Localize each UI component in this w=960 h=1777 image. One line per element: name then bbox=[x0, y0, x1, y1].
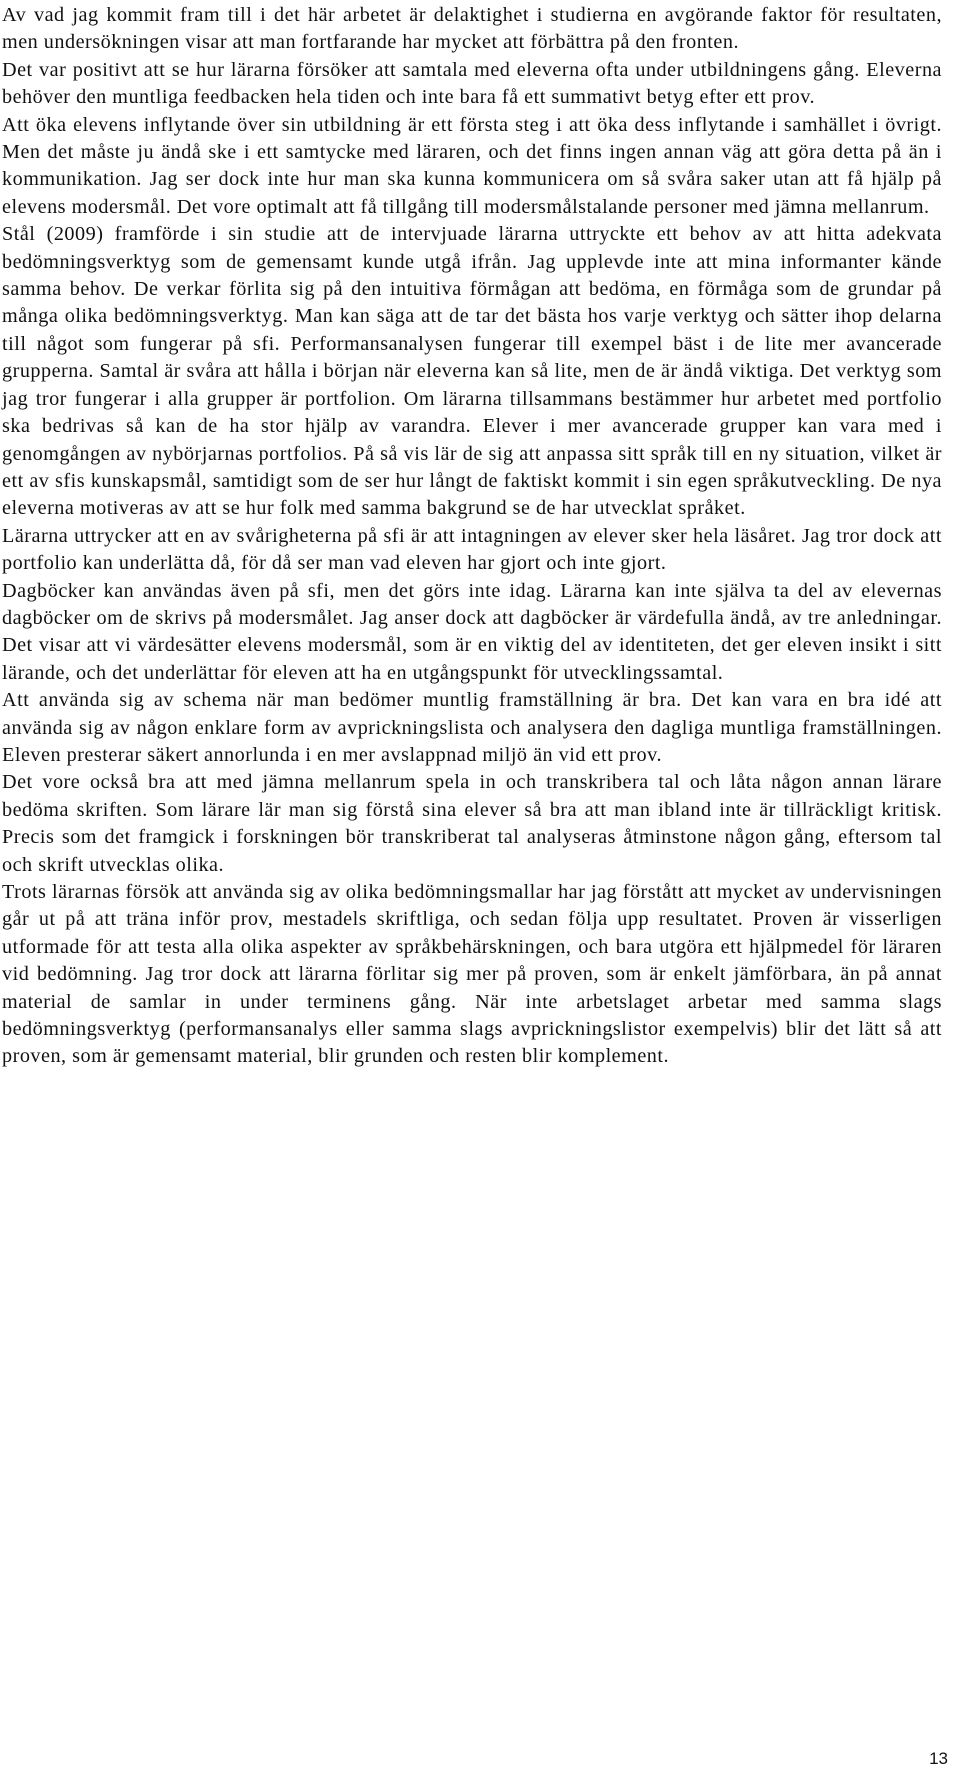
paragraph: Dagböcker kan användas även på sfi, men det görs inte idag. Lärarna kan inte själva ta del av elevernas dagböcker om de skrivs på modersmålet. Jag anser dock att dagböcker är värdefulla ändå, av tre anledningar. Det visar att vi värdesätter elevens modersmål, som är en viktig del av identiteten, det ger eleven insikt i sitt lärande, och det underlättar för eleven att ha en utgångspunkt för utvecklingssamtal. bbox=[2, 579, 942, 684]
paragraph: Av vad jag kommit fram till i det här arbetet är delaktighet i studierna en avgörande faktor för resultaten, men undersökningen visar att man fortfarande har mycket att förbättra på den fronten. bbox=[2, 4, 942, 54]
paragraph: Lärarna uttrycker att en av svårigheterna på sfi är att intagningen av elever sker hela läsåret. Jag tror dock att portfolio kan underlätta då, för då ser man vad eleven har gjort och inte gjort. bbox=[2, 524, 942, 575]
page-number: 13 bbox=[929, 1749, 948, 1768]
paragraph: Trots lärarnas försök att använda sig av olika bedömningsmallar har jag förstått att mycket av undervisningen går ut på att träna inför prov, mestadels skriftliga, och sedan följa upp resultatet. Proven är visserligen utformade för att testa alla olika aspekter av språkbehärskningen, och bara utgöra ett hjälpmedel för läraren vid bedömning. Jag tror dock att lärarna förlitar sig mer på proven, som är enkelt jämförbara, än på annat material de samlar in under terminens gång. När inte arbetslaget arbetar med samma slags bedömningsverktyg (performansanalys eller samma slags avprickningslistor exempelvis) blir det lätt så att proven, som är gemensamt material, blir grunden och resten blir komplement. bbox=[2, 881, 942, 1068]
paragraph: Att öka elevens inflytande över sin utbildning är ett första steg i att öka dess inflytande i samhället i övrigt. Men det måste ju ändå ske i ett samtycke med läraren, och det finns ingen annan väg att göra detta på än i kommunikation. Jag ser dock inte hur man ska kunna kommunicera om så svåra saker utan att få hjälp på elevens modersmål. Det vore optimalt att få tillgång till modersmålstalande personer med jämna mellanrum. bbox=[2, 113, 942, 218]
body-text bbox=[2, 2, 942, 1071]
paragraph: Det vore också bra att med jämna mellanrum spela in och transkribera tal och låta någon annan lärare bedöma skriften. Som lärare lär man sig förstå sina elever så bra att man ibland inte är tillräckligt kritisk. Precis som det framgick i forskningen bör transkriberat tal analyseras åtminstone någon gång, eftersom tal och skrift utvecklas olika. bbox=[2, 771, 942, 876]
paragraph: Det var positivt att se hur lärarna försöker att samtala med eleverna ofta under utbildningens gång. Eleverna behöver den muntliga feedbacken hela tiden och inte bara få ett summativt betyg efter ett prov. bbox=[2, 58, 942, 109]
paragraph: Att använda sig av schema när man bedömer muntlig framställning är bra. Det kan vara en bra idé att använda sig av någon enklare form av avprickningslista och analysera den dagliga muntliga framställningen. Eleven presterar säkert annorlunda i en mer avslappnad miljö än vid ett prov. bbox=[2, 689, 942, 766]
paragraph: Stål (2009) framförde i sin studie att de intervjuade lärarna uttryckte ett behov av att hitta adekvata bedömningsverktyg som de gemensamt kunde utgå ifrån. Jag upplevde inte att mina informanter kände samma behov. De verkar förlita sig på den intuitiva förmågan att bedöma, en förmåga som de grundar på många olika bedömningsverktyg. Man kan säga att de tar det bästa hos varje verktyg och sätter ihop delarna till något som fungerar på sfi. Performansanalysen fungerar till exempel bäst i de lite mer avancerade grupperna. Samtal är svåra att hålla i början när eleverna kan så lite, men de är ändå viktiga. Det verktyg som jag tror fungerar i alla grupper är portfolion. Om lärarna tillsammans bestämmer hur arbetet med portfolio ska bedrivas så kan de ha stor hjälp av varandra. Elever i mer avancerade grupper kan vara med i genomgången av nybörjarnas portfolios. På så vis lär de sig att anpassa sitt språk till en ny situation, vilket är ett av sfis kunskapsmål, samtidigt som de ser hur långt de faktiskt kommit i sin egen språkutveckling. De nya eleverna motiveras av att se hur folk med samma bakgrund se de har utvecklat språket. bbox=[2, 223, 942, 520]
